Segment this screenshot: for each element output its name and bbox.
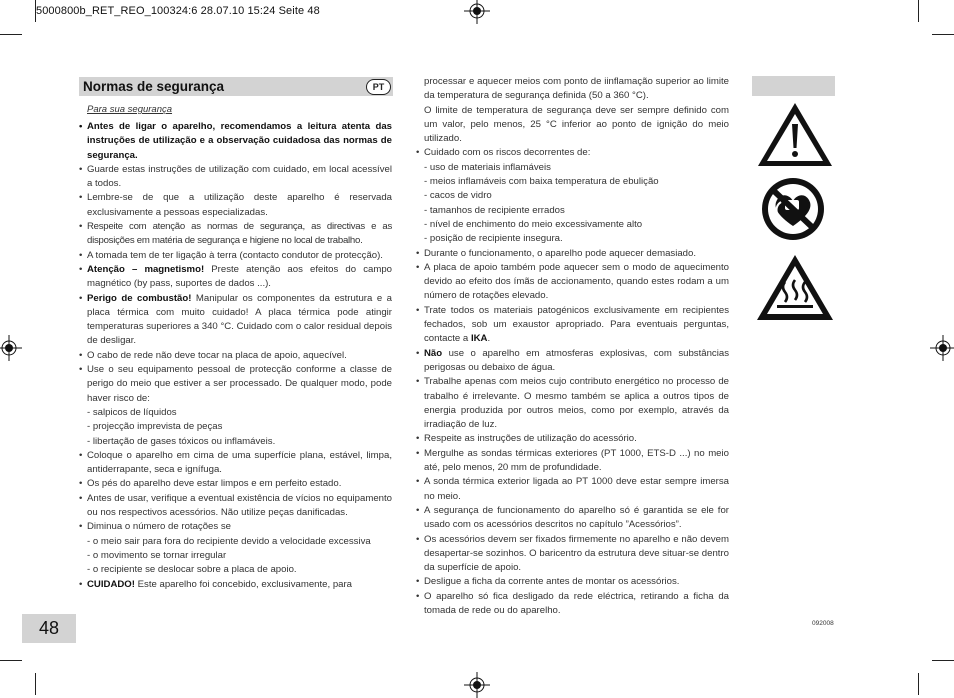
list-item: • A sonda térmica exterior ligada ao PT 1000 deve estar sempre imersa no meio. <box>416 475 729 504</box>
warning-label: CUIDADO! <box>87 578 135 590</box>
registration-mark-icon <box>0 335 22 361</box>
list-item <box>416 347 729 376</box>
sub-item: - o meio sair para fora do recipiente devido a velocidade excessiva <box>87 535 371 547</box>
crop-mark <box>918 0 919 22</box>
section-subtitle: Para sua segurança <box>87 104 173 115</box>
sub-item: - meios inflamáveis com baixa temperatura de ebulição <box>424 176 659 188</box>
list-item <box>79 263 392 292</box>
list-item: • A placa de apoio também pode aquecer sem o modo de aquecimento devido ao efeito dos ímãs de accionamento, quando estes rodam a um número de rotações elevado. <box>416 261 729 304</box>
crop-mark <box>932 34 954 35</box>
list-item: • O aparelho só fica desligado da rede eléctrica, retirando a ficha da tomada de rede ou do aparelho. <box>416 590 729 619</box>
hot-surface-icon <box>755 252 835 322</box>
section-header <box>79 77 393 96</box>
page-number: 48 <box>38 618 60 638</box>
page-number-box <box>22 614 76 643</box>
side-tab <box>752 76 835 96</box>
list-item: • Respeite as instruções de utilização do acessório. <box>416 432 729 446</box>
crop-mark <box>918 673 919 695</box>
list-item: • Trabalhe apenas com meios cujo contributo energético no processo de trabalho é irrelevante. O mesmo também se aplica a outros tipos de energia produzida por outros meios, como por exemplo, através da irradiação de luz. <box>416 375 729 432</box>
left-column <box>79 120 392 592</box>
crop-mark <box>932 660 954 661</box>
registration-mark-icon <box>464 0 490 24</box>
list-item-text: Preste atenção aos efeitos do campo magnético (by pass, suportes de dados ...). <box>87 263 392 290</box>
continued-text: processar e aquecer meios com ponto de iinflamação superior ao limite da temperatura de segurança definida (50 a 360 °C). <box>424 76 729 102</box>
sub-item: - o recipiente se deslocar sobre a placa de apoio. <box>87 564 297 576</box>
list-item: • Mergulhe as sondas térmicas exteriores (PT 1000, ETS-D ...) no meio até, pelo menos, 20 mm de profundidade. <box>416 447 729 476</box>
sub-item: - salpicos de líquidos <box>87 406 177 418</box>
list-item-text: . <box>487 333 491 345</box>
list-item-text: Trate todos os materiais patogénicos exclusivamente em recipientes fechados, sob um exaustor apropriado. Para eventuais perguntas, contacte a <box>424 304 729 345</box>
sub-item: - nível de enchimento do meio excessivamente alto <box>424 218 643 230</box>
list-item: • Desligue a ficha da corrente antes de montar os acessórios. <box>416 575 729 589</box>
list-item-text: Este aparelho foi concebido, exclusivamente, para <box>134 578 353 590</box>
crop-mark <box>35 0 36 22</box>
list-item: • A tomada tem de ter ligação à terra (contacto condutor de protecção). <box>79 249 392 263</box>
brand-name: IKA <box>470 333 488 345</box>
list-item <box>79 292 392 349</box>
language-badge: PT <box>366 79 391 95</box>
list-item: • O cabo de rede não deve tocar na placa de apoio, aquecível. <box>79 349 392 363</box>
list-item-text: use o aparelho em atmosferas explosivas, com substâncias perigosas ou debaixo de água. <box>424 347 729 373</box>
list-item: • A segurança de funcionamento do aparelho só é garantida se ele for usado com os acessórios descritos no capítulo ”Acessórios”. <box>416 504 729 533</box>
list-item: • Use o seu equipamento pessoal de protecção conforme a classe de perigo do meio que estiver a ser processado. De qualquer modo, pode haver risco de: <box>79 363 392 406</box>
warning-label: Atenção – magnetismo! <box>87 263 205 275</box>
no-pacemaker-icon <box>755 174 835 244</box>
list-item-text: Manipular os componentes da estrutura e a placa térmica com muito cuidado! A placa térmica pode atingir temperaturas superiores a 340 °C. Cuidado com o calor residual depois de desligar. <box>87 292 392 347</box>
list-item: • Lembre-se de que a utilização deste aparelho é reservada exclusivamente a pessoas especializadas. <box>79 191 392 220</box>
list-item: • Os pés do aparelho deve estar limpos e em perfeito estado. <box>79 477 392 491</box>
sub-item: - cacos de vidro <box>424 190 492 202</box>
file-header: 5000800b_RET_REO_100324:6 28.07.10 15:24 Seite 48 <box>36 5 320 17</box>
list-item: • Antes de usar, verifique a eventual existência de vícios no equipamento ou nos respectivos acessórios. Não utilize peças danificadas. <box>79 492 392 521</box>
list-item <box>79 578 392 592</box>
sub-item: - tamanhos de recipiente errados <box>424 204 565 216</box>
document-code: 092008 <box>812 620 834 627</box>
crop-mark <box>35 673 36 695</box>
warning-label: Perigo de combustão! <box>87 292 192 304</box>
list-item: • Antes de ligar o aparelho, recomendamos a leitura atenta das instruções de utilização e a observação cuidadosa das normas de segurança. <box>79 120 392 163</box>
warning-triangle-icon <box>755 100 835 170</box>
crop-mark <box>0 34 22 35</box>
list-item <box>79 220 392 249</box>
sub-item: - posição de recipiente insegura. <box>424 233 563 245</box>
list-item: • Durante o funcionamento, o aparelho pode aquecer demasiado. <box>416 247 729 261</box>
right-column <box>416 75 729 618</box>
continued-text: O limite de temperatura de segurança deve ser sempre definido com um valor, pelo menos, 25 °C inferior ao ponto de ignição do meio utilizado. <box>424 104 729 145</box>
registration-mark-icon <box>930 335 954 361</box>
crop-mark <box>0 660 22 661</box>
sub-item: - uso de materiais inflamáveis <box>424 161 551 173</box>
registration-mark-icon <box>464 672 490 698</box>
sub-item: - o movimento se tornar irregular <box>87 549 227 561</box>
section-title: Normas de segurança <box>83 79 225 94</box>
list-item: • Os acessórios devem ser fixados firmemente no aparelho e não devem desapertar-se sozinhos. O baricentro da estrutura deve situar-se dentro da superfície de apoio. <box>416 533 729 576</box>
list-item: • Guarde estas instruções de utilização com cuidado, em local acessível a todos. <box>79 163 392 192</box>
list-item-text: Respeite com atenção as normas de segurança, as directivas e as disposições em matéria de segurança e higiene no local de trabalho. <box>87 221 392 247</box>
list-item: • Cuidado com os riscos decorrentes de: <box>416 146 729 160</box>
list-item: • Coloque o aparelho em cima de uma superfície plana, estável, limpa, antiderrapante, seca e ignífuga. <box>79 449 392 478</box>
sub-item: - projecção imprevista de peças <box>87 421 223 433</box>
warning-label: Não <box>424 347 443 359</box>
list-item <box>416 304 729 347</box>
list-item: • Diminua o número de rotações se <box>79 520 392 534</box>
sub-item: - libertação de gases tóxicos ou inflamáveis. <box>87 435 276 447</box>
